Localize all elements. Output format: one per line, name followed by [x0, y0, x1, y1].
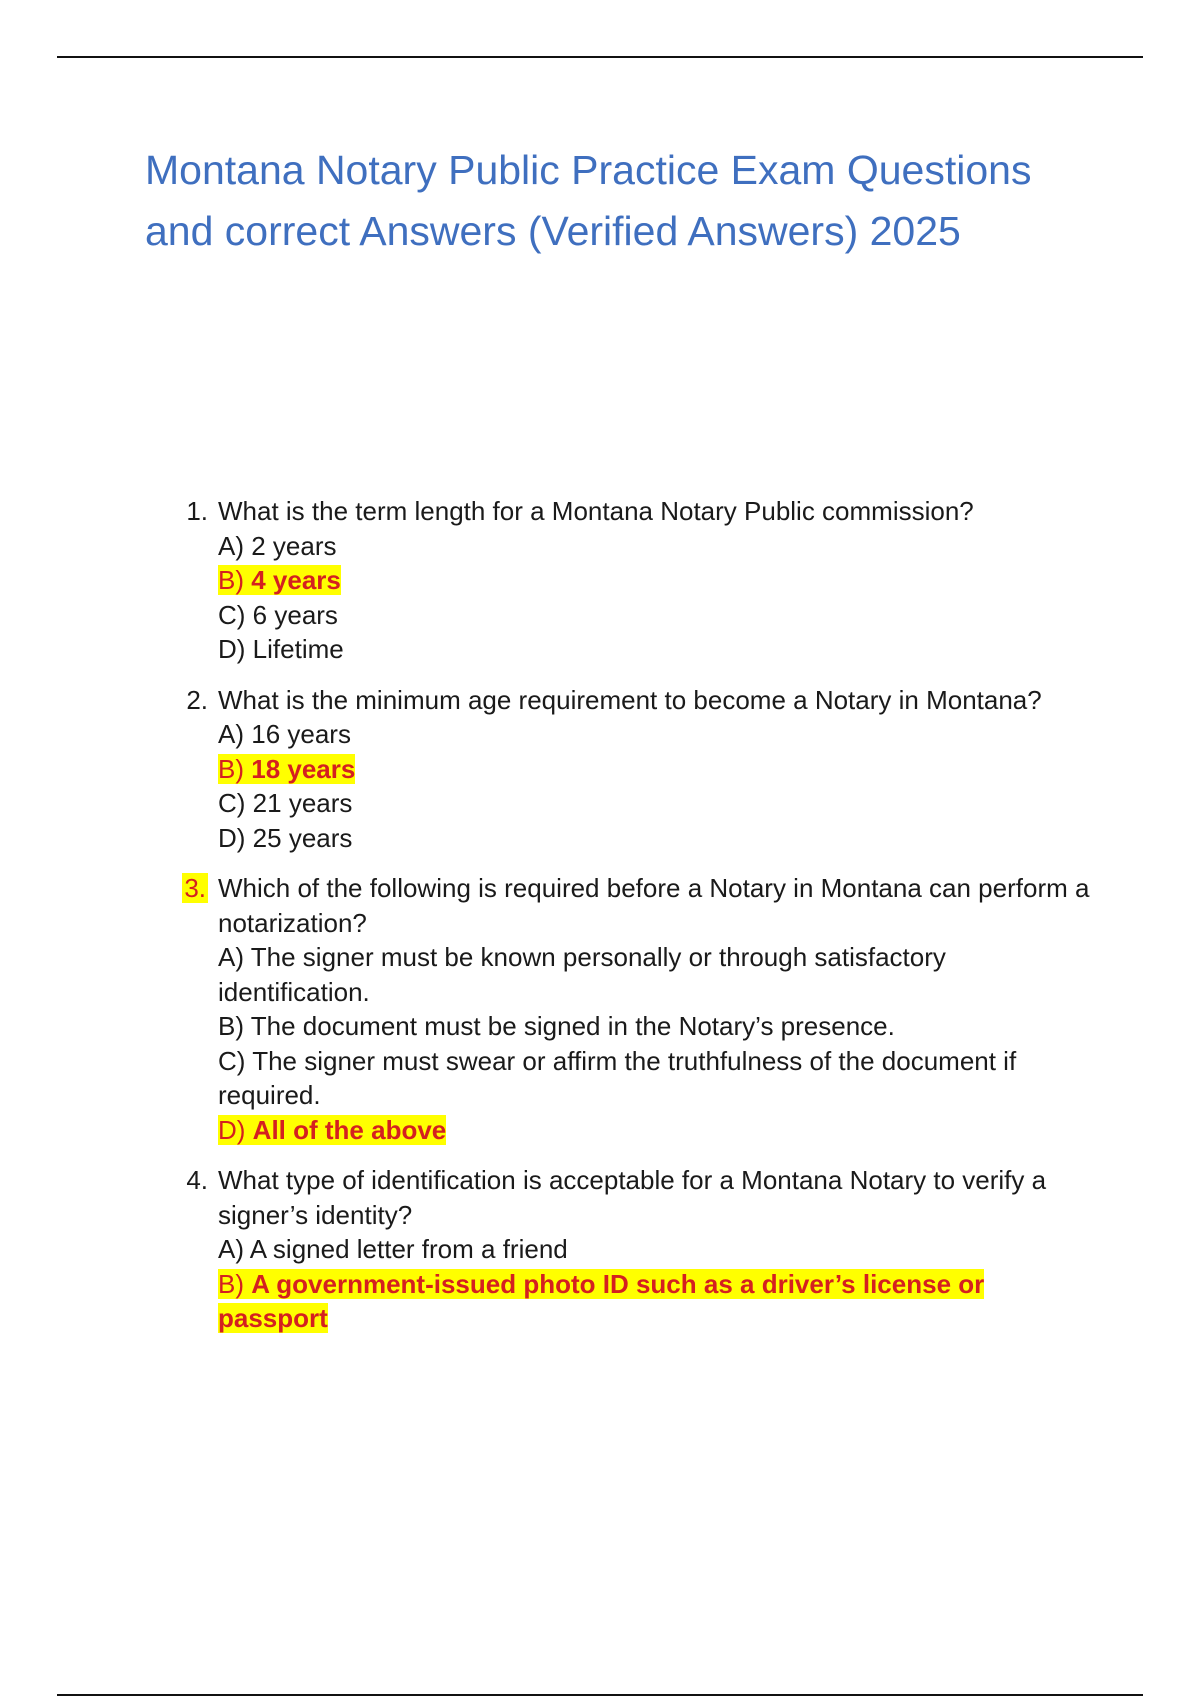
- question-text: Which of the following is required before a Notary in Montana can perform a notarization?: [218, 873, 1090, 938]
- question-body: [218, 683, 1100, 856]
- answer-option: A) 2 years: [218, 530, 337, 561]
- question-number: 3.: [184, 873, 206, 903]
- question-1: [160, 494, 1100, 667]
- correct-answer-option: B) 18 years: [218, 753, 356, 784]
- answer-option: B) The document must be signed in the Notary’s presence.: [218, 1011, 895, 1041]
- answer-option: C) 21 years: [218, 788, 353, 818]
- answer-option: A) 16 years: [218, 719, 351, 749]
- answer-option: A) The signer must be known personally or through satisfactory identification.: [218, 942, 946, 1007]
- question-text: What type of identification is acceptable for a Montana Notary to verify a signer’s identity?: [218, 1165, 1047, 1230]
- answer-option: C) 6 years: [218, 599, 338, 630]
- question-body: [218, 494, 1100, 667]
- question-number: 2.: [186, 684, 208, 715]
- correct-answer-option: B) A government-issued photo ID such as a driver’s license or passport: [218, 1268, 985, 1333]
- question-list: [160, 494, 1100, 1352]
- question-body: [218, 1163, 1100, 1336]
- answer-option: D) 25 years: [218, 822, 353, 853]
- top-rule: [57, 56, 1143, 58]
- correct-answer-option: D) All of the above: [218, 1114, 447, 1145]
- answer-option: A) A signed letter from a friend: [218, 1234, 568, 1264]
- document-title: Montana Notary Public Practice Exam Questions and correct Answers (Verified Answers) 2025: [145, 147, 1032, 254]
- question-number: 1.: [186, 496, 208, 526]
- question-4: [160, 1163, 1100, 1336]
- answer-option: D) Lifetime: [218, 634, 344, 664]
- question-text: What is the minimum age requirement to become a Notary in Montana?: [218, 684, 1042, 715]
- bottom-rule: [57, 1694, 1143, 1696]
- correct-answer-option: B) 4 years: [218, 565, 341, 595]
- question-number: 4.: [186, 1165, 208, 1195]
- question-body: [218, 871, 1100, 1147]
- question-text: What is the term length for a Montana Notary Public commission?: [218, 496, 974, 526]
- question-2: [160, 683, 1100, 856]
- question-3: [160, 871, 1100, 1147]
- answer-option: C) The signer must swear or affirm the truthfulness of the document if required.: [218, 1045, 1017, 1110]
